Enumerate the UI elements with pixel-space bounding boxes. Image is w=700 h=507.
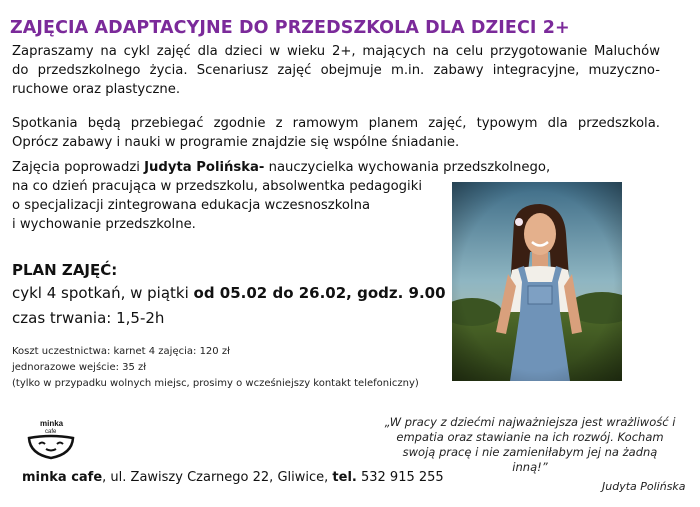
footer-phone: 532 915 255 [356, 470, 444, 485]
teacher-line [12, 158, 612, 177]
teacher-line: o specjalizacji zintegrowana edukacja wczesnoszkolna [12, 198, 371, 213]
meetings-line: Spotkania będą przebiegać zgodnie z ramowym planem zajęć, typowym dla przedszkola. [12, 116, 660, 131]
cost-line: jednorazowe wejście: 35 zł [12, 362, 147, 373]
teacher-quote: „W pracy z dziećmi najważniejsza jest wrażliwość i empatia oraz stawianie na ich rozwój. Kocham swoją pracę i nie zamieniłabym jej na żadną inną!” [384, 415, 676, 474]
logo-subtext: cafe [45, 429, 57, 435]
logo-text: minka [40, 419, 64, 428]
page-title: ZAJĘCIA ADAPTACYJNE DO PRZEDSZKOLA DLA DZIECI 2+ [10, 18, 570, 38]
teacher-prefix: Zajęcia poprowadzi [12, 160, 145, 175]
footer-address: , ul. Zawiszy Czarnego 22, Gliwice, [102, 470, 333, 485]
plan-dates: od 05.02 do 26.02, godz. 9.00 [193, 284, 446, 302]
footer-tel-label: tel. [332, 470, 357, 485]
intro-line: do przedszkolnego życia. Scenariusz zajęć obejmuje m.in. zabawy integracyjne, muzyczno- [12, 63, 660, 78]
intro-line: ruchowe oraz plastyczne. [12, 82, 181, 97]
teacher-name: Judyta Polińska- [144, 160, 265, 175]
teacher-role: nauczycielka wychowania przedszkolnego, [264, 160, 551, 175]
plan-duration: czas trwania: 1,5-2h [12, 309, 165, 327]
meetings-paragraph [12, 114, 660, 152]
teacher-line: na co dzień pracująca w przedszkolu, absolwentka pedagogiki [12, 179, 422, 194]
teacher-photo [452, 182, 622, 381]
intro-paragraph [12, 42, 660, 99]
teacher-line: i wychowanie przedszkolne. [12, 217, 196, 232]
cost-line: Koszt uczestnictwa: karnet 4 zajęcia: 120 zł [12, 346, 230, 357]
meetings-line: Oprócz zabawy i nauki w programie znajdzie się wspólne śniadanie. [12, 135, 460, 150]
intro-line: Zapraszamy na cykl zajęć dla dzieci w wieku 2+, mających na celu przygotowanie Maluchów [12, 44, 660, 59]
plan-schedule [12, 284, 446, 302]
cost-note: (tylko w przypadku wolnych miejsc, prosimy o wcześniejszy kontakt telefoniczny) [12, 378, 419, 389]
minka-cafe-logo [26, 418, 76, 462]
quote-author: Judyta Polińska [602, 480, 686, 493]
footer-contact [22, 470, 444, 485]
plan-cycle-text: cykl 4 spotkań, w piątki [12, 284, 194, 302]
footer-name: minka cafe [22, 470, 103, 485]
plan-heading: PLAN ZAJĘĆ: [12, 261, 118, 279]
